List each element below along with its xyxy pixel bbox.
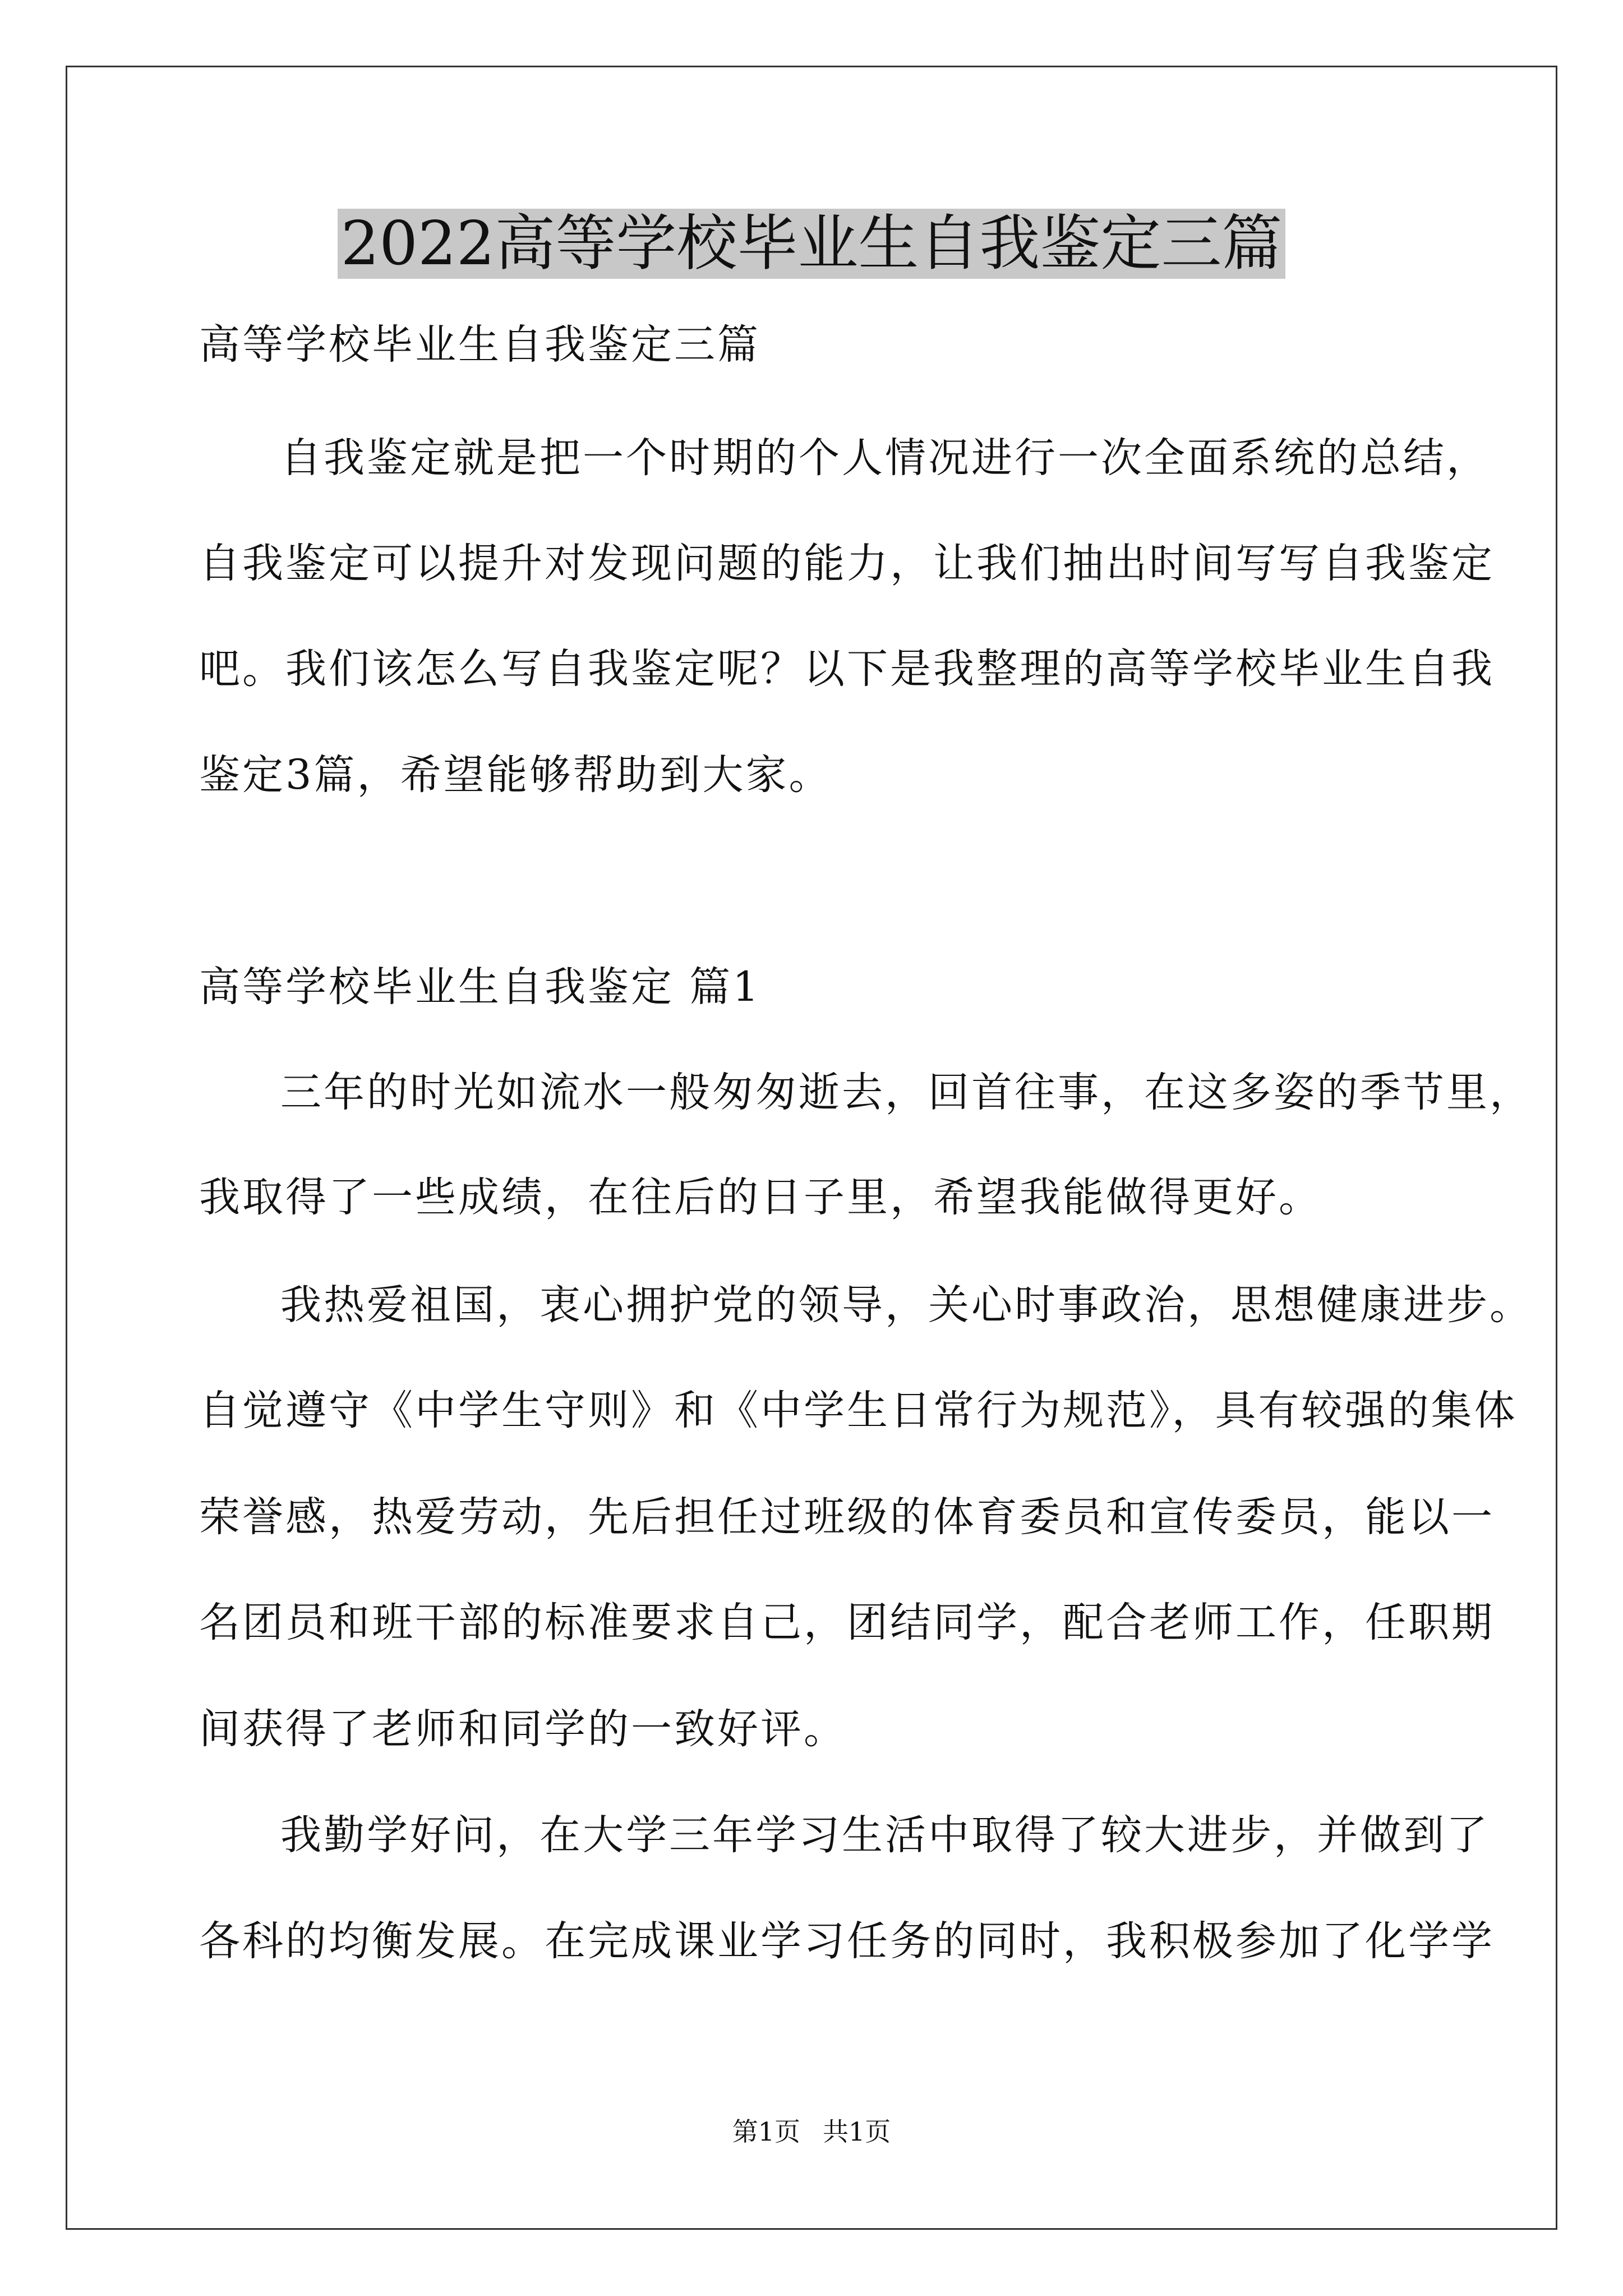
paragraph-line: 各科的均衡发展。在完成课业学习任务的同时，我积极参加了化学学	[199, 1917, 1495, 1965]
paragraph-line: 我取得了一些成绩，在往后的日子里，希望我能做得更好。	[199, 1174, 1322, 1221]
paragraph-line: 自我鉴定就是把一个时期的个人情况进行一次全面系统的总结，	[280, 434, 1490, 482]
paragraph-line: 三年的时光如流水一般匆匆逝去，回首往事，在这多姿的季节里，	[280, 1069, 1533, 1116]
paragraph-line: 间获得了老师和同学的一致好评。	[199, 1705, 847, 1753]
section-heading: 高等学校毕业生自我鉴定 篇1	[199, 963, 761, 1011]
paragraph-line: 我热爱祖国，衷心拥护党的领导，关心时事政治，思想健康进步。	[280, 1281, 1533, 1329]
subtitle-line: 高等学校毕业生自我鉴定三篇	[199, 321, 760, 369]
paragraph-line: 自我鉴定可以提升对发现问题的能力，让我们抽出时间写写自我鉴定	[199, 540, 1495, 587]
paragraph-line: 吧。我们该怎么写自我鉴定呢？以下是我整理的高等学校毕业生自我	[199, 645, 1495, 693]
paragraph-line: 我勤学好问，在大学三年学习生活中取得了较大进步，并做到了	[280, 1811, 1490, 1859]
document-title-text: 2022高等学校毕业生自我鉴定三篇	[338, 209, 1286, 279]
page-border	[66, 66, 1557, 2230]
paragraph-line: 自觉遵守《中学生守则》和《中学生日常行为规范》，具有较强的集体	[199, 1387, 1518, 1434]
page-number: 第1页	[732, 2116, 800, 2147]
paragraph-line: 鉴定3篇，希望能够帮助到大家。	[199, 751, 832, 799]
page-total: 共1页	[823, 2116, 891, 2147]
paragraph-line: 荣誉感，热爱劳动，先后担任过班级的体育委员和宣传委员，能以一	[199, 1493, 1495, 1541]
page-footer	[0, 2115, 1623, 2148]
document-title	[0, 202, 1623, 286]
paragraph-line: 名团员和班干部的标准要求自己，团结同学，配合老师工作，任职期	[199, 1599, 1495, 1646]
